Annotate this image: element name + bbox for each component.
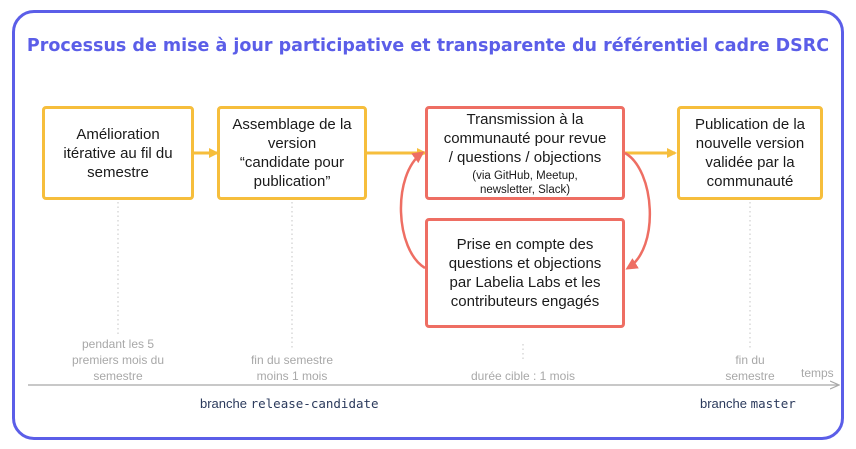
feedback-text-line: questions et objections [448,255,602,272]
note-line: moins 1 mois [256,369,328,383]
note-line: fin du [735,353,765,367]
step-text-line: validée par la [705,154,795,171]
note-line: durée cible : 1 mois [470,369,576,383]
branch-name: master [750,396,796,411]
arrow-review-to-feedback [625,153,650,268]
step-amelioration [42,106,194,200]
feedback-text-line: par Labelia Labs et les [449,274,601,291]
branch-word: branche [200,396,247,411]
branch-name: release-candidate [250,396,379,411]
step-transmission [425,106,625,200]
step-text-line: Amélioration [76,125,160,143]
arrow-feedback-to-review [401,153,425,268]
step-text-line: itérative au fil du [63,144,173,162]
branch-word: branche [700,396,747,411]
step-subtext-line: (via GitHub, Meetup, [472,169,578,182]
step-assemblage [217,106,367,200]
step-text-line: “candidate pour [239,154,345,171]
note-line: fin du semestre [250,353,334,367]
step-text-line: Assemblage de la [232,116,352,133]
time-axis-label: temps [801,366,834,380]
note-line: pendant les 5 [81,337,155,351]
note-line: premiers mois du [71,353,165,367]
diagram-title: Processus de mise à jour participative et transparente du référentiel cadre DSRC [26,36,830,56]
step-text-line: version [267,135,317,152]
step-text-line: Publication de la [694,116,806,133]
step-text-line: communauté [706,173,794,190]
timeline-note-1 [58,336,178,384]
step-text-line: communauté pour revue [443,129,607,147]
timeline-note-2 [227,352,357,384]
step-text-line: / questions / objections [448,148,602,166]
step-publication [677,106,823,200]
timeline-note-4 [710,352,790,384]
step-text-line: nouvelle version [695,135,805,152]
note-line: semestre [93,369,143,383]
timeline-note-3 [453,368,593,384]
feedback-text-line: contributeurs engagés [450,293,600,310]
step-subtext-line: newsletter, Slack) [479,183,571,196]
step-text-line: publication” [253,173,331,190]
feedback-text-line: Prise en compte des [456,236,594,253]
branch-master [700,396,796,411]
branch-release-candidate [200,396,379,411]
feedback-box [425,218,625,328]
note-line: semestre [725,369,775,383]
step-text-line: semestre [87,163,149,181]
step-text-line: Transmission à la [466,110,584,128]
